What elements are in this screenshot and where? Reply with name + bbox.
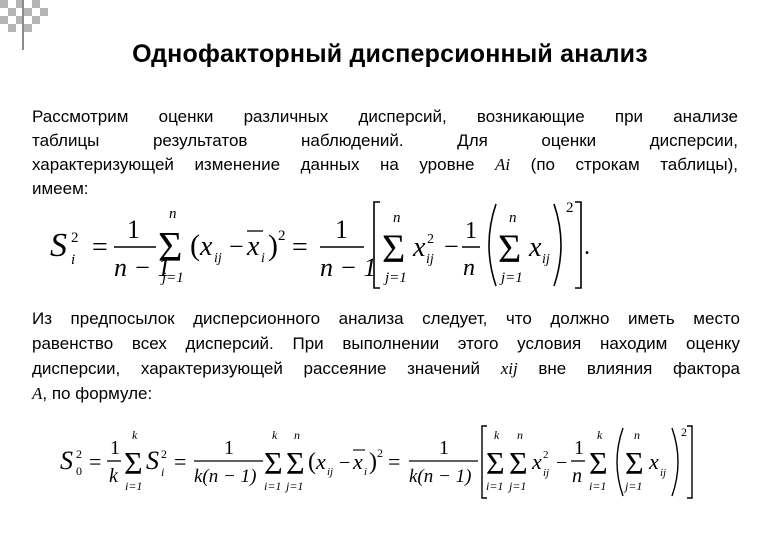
factor-variable: A xyxy=(32,384,43,403)
observation-variable: xij xyxy=(500,359,518,378)
formula1-x3-sq: 2 xyxy=(427,232,434,247)
formula2-num1: 1 xyxy=(110,437,120,459)
formula1-dot: . xyxy=(584,234,590,260)
page-title: Однофакторный дисперсионный анализ xyxy=(132,40,648,68)
formula2-sq2: 2 xyxy=(681,425,687,439)
pooled-line-4-b: , по формуле: xyxy=(42,384,153,403)
formula1-sum1-top: n xyxy=(169,206,177,222)
formula1-S-sq: 2 xyxy=(71,230,79,246)
pooled-line-3-b: вне влияния фактора xyxy=(538,359,740,378)
formula2-sum2-bot: i=1 xyxy=(264,479,282,493)
formula2-den1: k xyxy=(109,465,118,487)
formula2-bracket-right xyxy=(687,426,692,498)
formula1-eq1: = xyxy=(92,232,108,263)
formula1-bigparen-left xyxy=(489,204,496,286)
intro-line-3-a: характеризующей изменение данных на уровне xyxy=(32,155,475,174)
formula1-x2-sub: i xyxy=(261,251,265,266)
formula1-sigma3: Σ xyxy=(498,226,522,271)
formula1-sum3-top: n xyxy=(509,210,517,226)
formula1-eq2: = xyxy=(292,232,308,263)
formula2-S: S xyxy=(60,446,73,475)
formula2-eq3: = xyxy=(388,449,401,474)
formula2-Si: S xyxy=(146,446,159,475)
formula1-den3: n xyxy=(463,255,475,281)
intro-line-4: имеем: xyxy=(32,179,89,198)
formula2-sum3-bot: j=1 xyxy=(286,479,304,493)
formula1-sum3-bot: j=1 xyxy=(501,270,523,286)
formula1-minus1: − xyxy=(229,232,244,261)
formula2-sum6-bot: i=1 xyxy=(589,479,607,493)
formula1-sum2-bot: j=1 xyxy=(385,270,407,286)
formula1-sq3: 2 xyxy=(566,200,574,216)
formula1-sum1-bot: j=1 xyxy=(162,270,184,286)
formula2-den4: n xyxy=(572,465,582,487)
formula1-den2: n − 1 xyxy=(320,253,377,282)
formula2-sum7-top: n xyxy=(634,428,640,442)
formula1-x3-sub: ij xyxy=(426,252,434,267)
formula2-sigma1: Σ xyxy=(124,445,143,481)
formula-row-variance xyxy=(48,198,608,290)
formula1-sum2-top: n xyxy=(393,210,401,226)
formula1-num1: 1 xyxy=(127,215,140,244)
formula2-sigma6: Σ xyxy=(589,445,608,481)
formula2-eq1: = xyxy=(89,449,102,474)
formula1-minus2: − xyxy=(444,232,459,261)
paragraph-pooled xyxy=(32,306,740,406)
formula2-S-sub: 0 xyxy=(76,464,82,478)
formula2-sigma2: Σ xyxy=(264,445,283,481)
formula2-sum1-bot: i=1 xyxy=(125,479,143,493)
formula1-x1: x xyxy=(200,231,213,262)
checkered-corner-decoration xyxy=(0,0,52,34)
intro-line-1: Рассмотрим оценки различных дисперсий, возникающие при анализе xyxy=(32,107,738,126)
formula2-S-sq: 2 xyxy=(76,447,82,461)
formula2-den3: k(n − 1) xyxy=(409,466,472,487)
formula1-sigma2: Σ xyxy=(382,226,406,271)
formula2-sum4-bot: i=1 xyxy=(486,479,504,493)
formula1-bigparen-right xyxy=(554,204,561,286)
formula2-minus1: − xyxy=(339,452,351,474)
factor-level-variable: Ai xyxy=(495,155,511,174)
formula1-sigma1: Σ xyxy=(158,225,183,271)
formula2-Si-sq: 2 xyxy=(161,447,167,461)
formula2-x2-sub: i xyxy=(364,466,368,478)
formula2-sum6-top: k xyxy=(597,428,603,442)
formula2-Si-sub: i xyxy=(161,465,165,479)
formula1-x3: x xyxy=(413,232,426,263)
formula2-sigma4: Σ xyxy=(486,445,505,481)
intro-line-3-b: (по строкам таблицы), xyxy=(530,155,738,174)
formula2-x1: x xyxy=(316,449,326,474)
formula2-paren-close: ) xyxy=(369,449,377,475)
formula2-x3-sub: ij xyxy=(543,467,550,479)
pooled-line-3 xyxy=(32,356,740,381)
pooled-line-4 xyxy=(32,381,740,406)
formula2-eq2: = xyxy=(174,449,187,474)
formula2-sum5-top: n xyxy=(517,428,523,442)
formula1-x1-sub: ij xyxy=(214,251,222,266)
formula2-num3: 1 xyxy=(439,437,449,459)
formula1-S-sub: i xyxy=(71,252,76,268)
formula2-bigparen-right xyxy=(672,428,678,496)
formula2-x1-sub: ij xyxy=(327,466,334,478)
formula2-num4: 1 xyxy=(574,437,584,459)
formula2-x3: x xyxy=(532,449,542,474)
formula2-sigma3: Σ xyxy=(286,445,305,481)
pooled-line-2: равенство всех дисперсий. При выполнении этого условия находим оценку xyxy=(32,334,740,353)
pooled-line-1: Из предпосылок дисперсионного анализа следует, что должно иметь место xyxy=(32,309,740,328)
formula1-sq2: 2 xyxy=(278,228,286,244)
paragraph-intro xyxy=(32,105,738,201)
formula2-sq1: 2 xyxy=(377,446,383,460)
formula1-num2: 1 xyxy=(335,215,348,244)
formula2-sigma5: Σ xyxy=(509,445,528,481)
formula1-x4-sub: ij xyxy=(542,252,550,267)
formula2-minus2: − xyxy=(556,452,568,474)
formula-pooled-variance xyxy=(58,422,708,502)
formula2-paren-open: ( xyxy=(308,449,316,475)
formula2-sum5-bot: j=1 xyxy=(509,479,527,493)
formula2-sum1-top: k xyxy=(132,428,138,442)
formula2-sum2-top: k xyxy=(272,428,278,442)
formula1-paren-open: ( xyxy=(190,229,200,262)
formula1-S: S xyxy=(50,227,67,264)
formula1-den1: n − 1 xyxy=(114,253,171,282)
formula2-bigparen-left xyxy=(617,428,623,496)
formula2-x4: x xyxy=(649,449,659,474)
intro-line-3 xyxy=(32,153,738,177)
formula1-bracket-right xyxy=(575,202,581,288)
formula1-num3: 1 xyxy=(465,218,477,244)
formula2-x3-sq: 2 xyxy=(543,449,549,461)
intro-line-2: таблицы результатов наблюдений. Для оценки дисперсии, xyxy=(32,131,738,150)
pooled-line-3-a: дисперсии, характеризующей рассеяние значений xyxy=(32,359,481,378)
formula2-sum7-bot: j=1 xyxy=(625,479,643,493)
formula2-sum3-top: n xyxy=(294,428,300,442)
formula2-num2: 1 xyxy=(224,437,234,459)
formula2-sigma7: Σ xyxy=(625,445,644,481)
formula2-x4-sub: ij xyxy=(660,467,667,479)
formula2-x2: x xyxy=(353,449,363,474)
formula1-x4: x xyxy=(529,232,542,263)
formula2-den2: k(n − 1) xyxy=(194,466,257,487)
formula2-sum4-top: k xyxy=(494,428,500,442)
formula1-paren-close: ) xyxy=(268,229,278,262)
formula1-x2: x xyxy=(247,231,260,262)
